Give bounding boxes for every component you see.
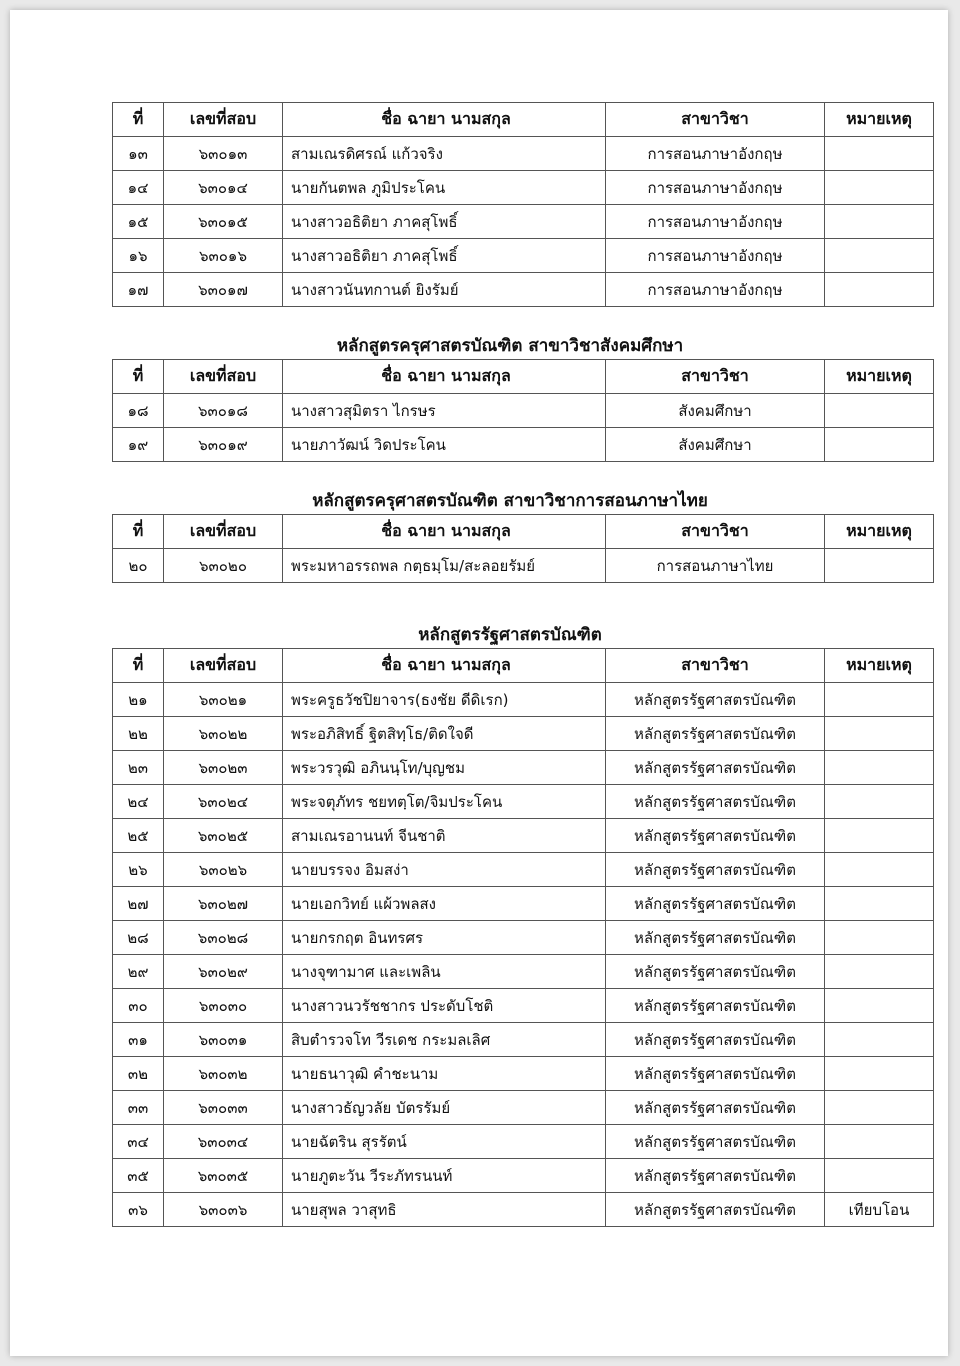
cell-major: หลักสูตรรัฐศาสตรบัณฑิต — [606, 989, 825, 1023]
cell-no: ๒๑ — [113, 683, 164, 717]
cell-name: นางสาวสุมิตรา ไกรษร — [283, 394, 606, 428]
cell-name: นางจุฑามาศ และเพลิน — [283, 955, 606, 989]
cell-exam: ๖๓๐๒๓ — [164, 751, 283, 785]
cell-exam: ๖๓๐๑๘ — [164, 394, 283, 428]
column-header-no: ที่ — [113, 103, 164, 137]
cell-name: สิบตำรวจโท วีรเดช กระมลเลิศ — [283, 1023, 606, 1057]
section-political-science — [112, 622, 912, 1227]
table-header-row — [113, 649, 934, 683]
cell-major: การสอนภาษาอังกฤษ — [606, 171, 825, 205]
column-header-exam-no: เลขที่สอบ — [164, 515, 283, 549]
cell-no: ๒๐ — [113, 549, 164, 583]
table-row — [113, 989, 934, 1023]
cell-no: ๑๙ — [113, 428, 164, 462]
column-header-name: ชื่อ ฉายา นามสกุล — [283, 649, 606, 683]
column-header-major: สาขาวิชา — [606, 103, 825, 137]
cell-name: นายภูตะวัน วีระภัทรนนท์ — [283, 1159, 606, 1193]
cell-exam: ๖๓๐๓๓ — [164, 1091, 283, 1125]
cell-exam: ๖๓๐๒๕ — [164, 819, 283, 853]
cell-name: พระวรวุฒิ อภินนฺโท/บุญชม — [283, 751, 606, 785]
table-row — [113, 955, 934, 989]
cell-exam: ๖๓๐๓๕ — [164, 1159, 283, 1193]
cell-remark — [825, 171, 934, 205]
cell-no: ๑๖ — [113, 239, 164, 273]
cell-exam: ๖๓๐๒๒ — [164, 717, 283, 751]
table-row — [113, 751, 934, 785]
cell-major: หลักสูตรรัฐศาสตรบัณฑิต — [606, 683, 825, 717]
cell-exam: ๖๓๐๑๙ — [164, 428, 283, 462]
table-row — [113, 819, 934, 853]
cell-major: หลักสูตรรัฐศาสตรบัณฑิต — [606, 1125, 825, 1159]
cell-remark — [825, 205, 934, 239]
section-social-studies — [112, 333, 912, 462]
column-header-name: ชื่อ ฉายา นามสกุล — [283, 103, 606, 137]
cell-no: ๑๓ — [113, 137, 164, 171]
document-page — [10, 10, 948, 1356]
cell-exam: ๖๓๐๑๗ — [164, 273, 283, 307]
table-thai — [112, 514, 934, 583]
column-header-no: ที่ — [113, 515, 164, 549]
column-header-major: สาขาวิชา — [606, 360, 825, 394]
cell-name: นายธนาวุฒิ คำชะนาม — [283, 1057, 606, 1091]
cell-exam: ๖๓๐๒๐ — [164, 549, 283, 583]
table-row — [113, 1193, 934, 1227]
cell-major: หลักสูตรรัฐศาสตรบัณฑิต — [606, 1057, 825, 1091]
cell-name: นายกันตพล ภูมิประโคน — [283, 171, 606, 205]
cell-exam: ๖๓๐๑๖ — [164, 239, 283, 273]
table-english — [112, 102, 934, 307]
cell-name: นายฉัตริน สุรรัตน์ — [283, 1125, 606, 1159]
table-social-studies — [112, 359, 934, 462]
cell-exam: ๖๓๐๒๘ — [164, 921, 283, 955]
cell-major: การสอนภาษาไทย — [606, 549, 825, 583]
column-header-exam-no: เลขที่สอบ — [164, 649, 283, 683]
table-row — [113, 394, 934, 428]
cell-major: หลักสูตรรัฐศาสตรบัณฑิต — [606, 785, 825, 819]
table-row — [113, 137, 934, 171]
table-header-row — [113, 103, 934, 137]
cell-name: นายสุพล วาสุทธิ — [283, 1193, 606, 1227]
cell-name: พระจตุภัทร ชยทตฺโต/จิมประโคน — [283, 785, 606, 819]
cell-no: ๒๔ — [113, 785, 164, 819]
cell-major: หลักสูตรรัฐศาสตรบัณฑิต — [606, 921, 825, 955]
column-header-remark: หมายเหตุ — [825, 103, 934, 137]
cell-major: การสอนภาษาอังกฤษ — [606, 205, 825, 239]
table-row — [113, 205, 934, 239]
cell-name: นางสาวนวรัชชากร ประดับโชติ — [283, 989, 606, 1023]
cell-major: หลักสูตรรัฐศาสตรบัณฑิต — [606, 717, 825, 751]
cell-no: ๒๖ — [113, 853, 164, 887]
cell-name: นายเอกวิทย์ แผ้วพลสง — [283, 887, 606, 921]
cell-no: ๓๔ — [113, 1125, 164, 1159]
cell-exam: ๖๓๐๓๔ — [164, 1125, 283, 1159]
cell-no: ๒๘ — [113, 921, 164, 955]
table-row — [113, 683, 934, 717]
cell-major: การสอนภาษาอังกฤษ — [606, 137, 825, 171]
table-row — [113, 273, 934, 307]
column-header-remark: หมายเหตุ — [825, 649, 934, 683]
cell-remark — [825, 683, 934, 717]
cell-name: สามเณรอานนท์ จีนชาติ — [283, 819, 606, 853]
table-row — [113, 1057, 934, 1091]
cell-remark — [825, 549, 934, 583]
cell-no: ๑๘ — [113, 394, 164, 428]
table-row — [113, 717, 934, 751]
cell-exam: ๖๓๐๓๖ — [164, 1193, 283, 1227]
cell-remark — [825, 819, 934, 853]
cell-exam: ๖๓๐๒๔ — [164, 785, 283, 819]
cell-no: ๓๑ — [113, 1023, 164, 1057]
cell-major: หลักสูตรรัฐศาสตรบัณฑิต — [606, 955, 825, 989]
cell-major: การสอนภาษาอังกฤษ — [606, 273, 825, 307]
cell-remark: เทียบโอน — [825, 1193, 934, 1227]
table-row — [113, 887, 934, 921]
cell-exam: ๖๓๐๓๐ — [164, 989, 283, 1023]
cell-no: ๒๒ — [113, 717, 164, 751]
section-title: หลักสูตรครุศาสตรบัณฑิต สาขาวิชาสังคมศึกษา — [336, 336, 684, 356]
cell-no: ๓๕ — [113, 1159, 164, 1193]
column-header-exam-no: เลขที่สอบ — [164, 360, 283, 394]
table-row — [113, 549, 934, 583]
cell-name: พระครูธวัชปิยาจาร(ธงชัย ดีดิเรก) — [283, 683, 606, 717]
section-english — [112, 102, 912, 307]
cell-name: นายกรกฤต อินทรศร — [283, 921, 606, 955]
column-header-major: สาขาวิชา — [606, 515, 825, 549]
cell-no: ๒๓ — [113, 751, 164, 785]
table-row — [113, 239, 934, 273]
cell-major: สังคมศึกษา — [606, 394, 825, 428]
section-title: หลักสูตรรัฐศาสตรบัณฑิต — [418, 625, 602, 645]
cell-remark — [825, 1057, 934, 1091]
column-header-remark: หมายเหตุ — [825, 360, 934, 394]
cell-remark — [825, 921, 934, 955]
cell-name: พระมหาอรรถพล กตฺธมฺโม/สะลอยรัมย์ — [283, 549, 606, 583]
cell-major: หลักสูตรรัฐศาสตรบัณฑิต — [606, 887, 825, 921]
table-row — [113, 853, 934, 887]
table-row — [113, 1159, 934, 1193]
cell-remark — [825, 751, 934, 785]
cell-name: นายภาวัฒน์ วิดประโคน — [283, 428, 606, 462]
cell-remark — [825, 137, 934, 171]
cell-major: การสอนภาษาอังกฤษ — [606, 239, 825, 273]
column-header-exam-no: เลขที่สอบ — [164, 103, 283, 137]
section-title: หลักสูตรครุศาสตรบัณฑิต สาขาวิชาการสอนภาษาไทย — [312, 491, 708, 511]
column-header-major: สาขาวิชา — [606, 649, 825, 683]
cell-major: สังคมศึกษา — [606, 428, 825, 462]
column-header-no: ที่ — [113, 649, 164, 683]
cell-remark — [825, 989, 934, 1023]
cell-remark — [825, 785, 934, 819]
cell-remark — [825, 394, 934, 428]
table-row — [113, 1091, 934, 1125]
cell-exam: ๖๓๐๒๙ — [164, 955, 283, 989]
cell-no: ๓๖ — [113, 1193, 164, 1227]
cell-name: สามเณรดิศรณ์ แก้วจริง — [283, 137, 606, 171]
cell-exam: ๖๓๐๓๑ — [164, 1023, 283, 1057]
cell-name: นางสาวนันทกานต์ ยิงรัมย์ — [283, 273, 606, 307]
cell-exam: ๖๓๐๒๑ — [164, 683, 283, 717]
cell-no: ๒๕ — [113, 819, 164, 853]
cell-remark — [825, 1159, 934, 1193]
cell-no: ๓๓ — [113, 1091, 164, 1125]
cell-remark — [825, 853, 934, 887]
table-row — [113, 921, 934, 955]
cell-remark — [825, 955, 934, 989]
cell-major: หลักสูตรรัฐศาสตรบัณฑิต — [606, 751, 825, 785]
column-header-remark: หมายเหตุ — [825, 515, 934, 549]
cell-exam: ๖๓๐๒๗ — [164, 887, 283, 921]
cell-remark — [825, 717, 934, 751]
cell-remark — [825, 1125, 934, 1159]
cell-name: พระอภิสิทธิ์ ฐิตสิทฺโธ/ติดใจดี — [283, 717, 606, 751]
table-row — [113, 428, 934, 462]
cell-remark — [825, 239, 934, 273]
cell-exam: ๖๓๐๑๕ — [164, 205, 283, 239]
table-row — [113, 1023, 934, 1057]
cell-major: หลักสูตรรัฐศาสตรบัณฑิต — [606, 1159, 825, 1193]
table-row — [113, 171, 934, 205]
cell-exam: ๖๓๐๑๓ — [164, 137, 283, 171]
column-header-name: ชื่อ ฉายา นามสกุล — [283, 515, 606, 549]
table-row — [113, 1125, 934, 1159]
cell-no: ๑๔ — [113, 171, 164, 205]
table-header-row — [113, 515, 934, 549]
cell-major: หลักสูตรรัฐศาสตรบัณฑิต — [606, 853, 825, 887]
cell-no: ๑๕ — [113, 205, 164, 239]
column-header-name: ชื่อ ฉายา นามสกุล — [283, 360, 606, 394]
cell-exam: ๖๓๐๒๖ — [164, 853, 283, 887]
cell-name: นางสาวอธิติยา ภาคสุโพธิ์ — [283, 205, 606, 239]
cell-no: ๓๒ — [113, 1057, 164, 1091]
cell-remark — [825, 1091, 934, 1125]
cell-major: หลักสูตรรัฐศาสตรบัณฑิต — [606, 819, 825, 853]
cell-name: นายบรรจง อิมสง่า — [283, 853, 606, 887]
column-header-no: ที่ — [113, 360, 164, 394]
table-row — [113, 785, 934, 819]
cell-no: ๒๙ — [113, 955, 164, 989]
cell-major: หลักสูตรรัฐศาสตรบัณฑิต — [606, 1091, 825, 1125]
cell-no: ๓๐ — [113, 989, 164, 1023]
cell-exam: ๖๓๐๑๔ — [164, 171, 283, 205]
cell-remark — [825, 887, 934, 921]
cell-name: นางสาวอธิติยา ภาคสุโพธิ์ — [283, 239, 606, 273]
section-thai — [112, 488, 912, 583]
cell-name: นางสาวธัญวลัย บัตรรัมย์ — [283, 1091, 606, 1125]
cell-no: ๒๗ — [113, 887, 164, 921]
cell-remark — [825, 1023, 934, 1057]
table-header-row — [113, 360, 934, 394]
cell-no: ๑๗ — [113, 273, 164, 307]
cell-remark — [825, 273, 934, 307]
cell-major: หลักสูตรรัฐศาสตรบัณฑิต — [606, 1193, 825, 1227]
cell-major: หลักสูตรรัฐศาสตรบัณฑิต — [606, 1023, 825, 1057]
cell-remark — [825, 428, 934, 462]
table-political-science — [112, 648, 934, 1227]
cell-exam: ๖๓๐๓๒ — [164, 1057, 283, 1091]
